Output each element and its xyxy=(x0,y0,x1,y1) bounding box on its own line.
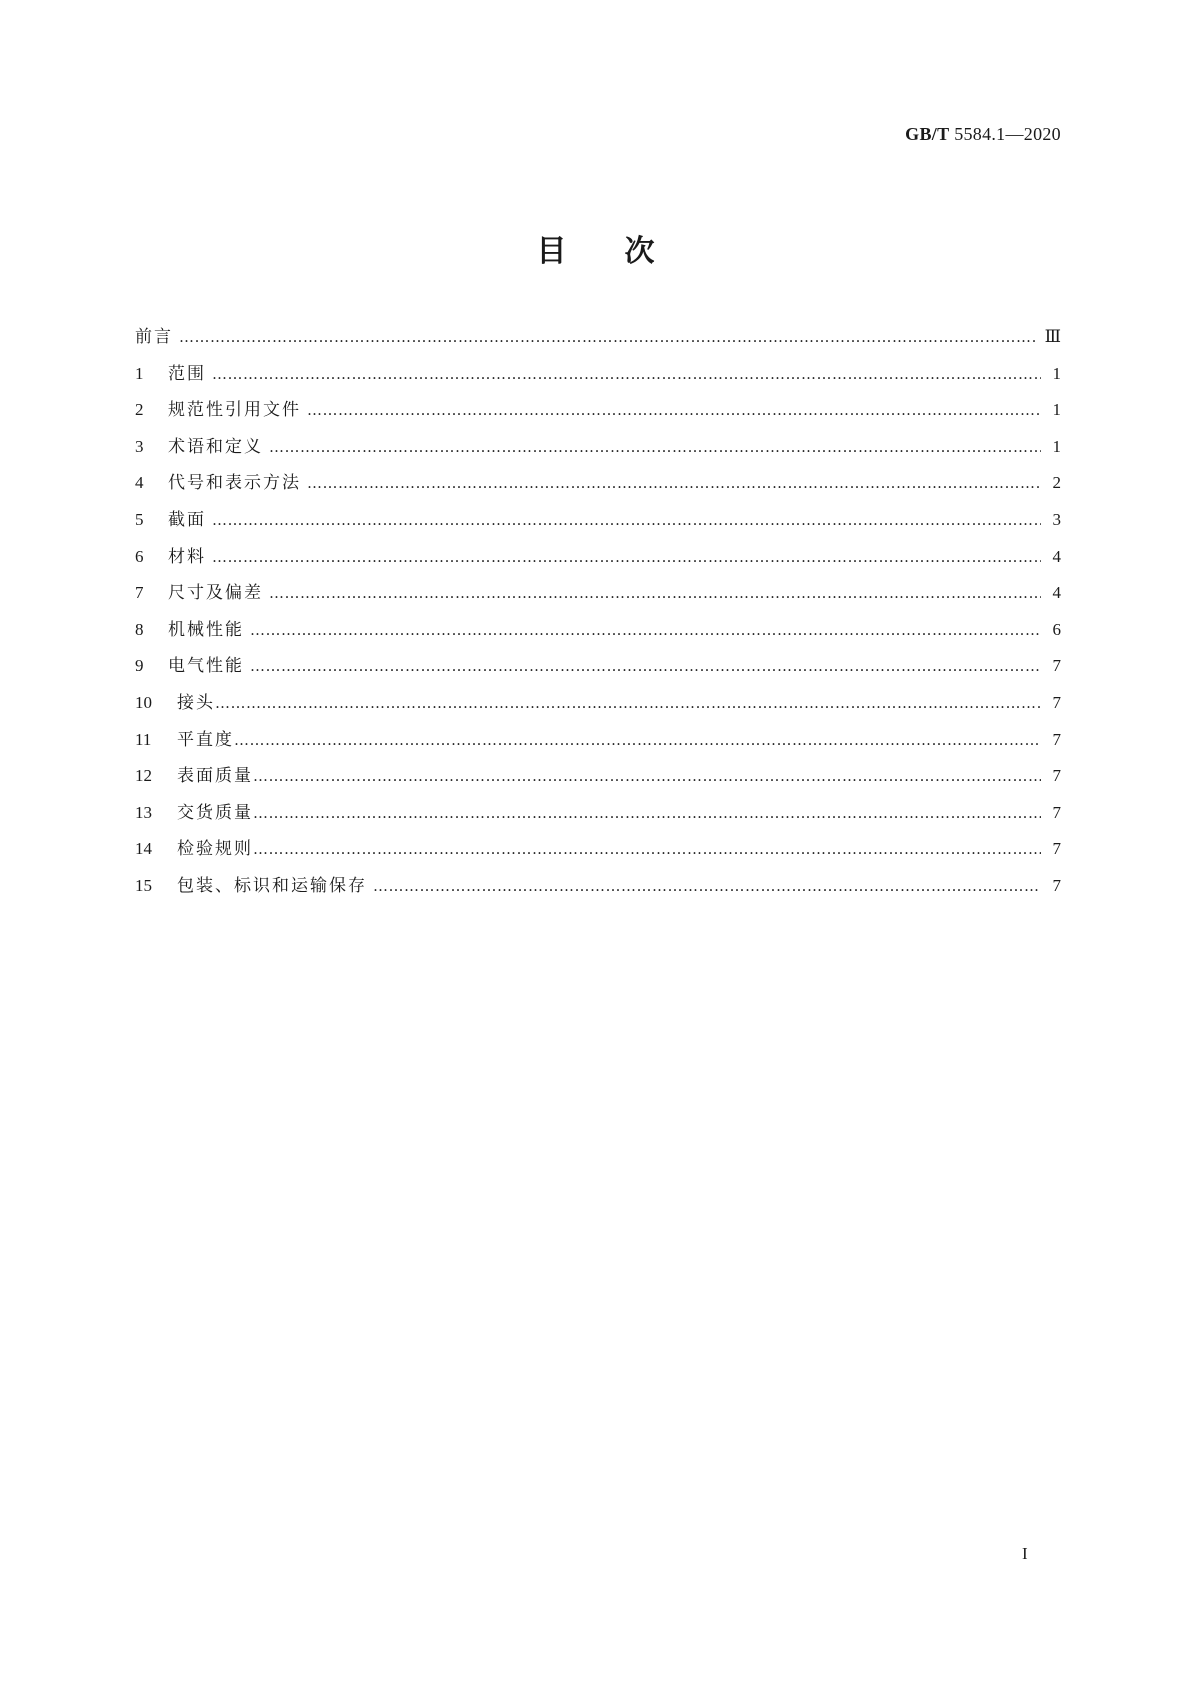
page-title: 目次 xyxy=(536,234,713,269)
toc-entry-13[interactable] xyxy=(135,802,1061,839)
toc-entry-label: 规范性引用文件 xyxy=(168,400,301,421)
table-of-contents xyxy=(135,326,1061,912)
toc-entry-7[interactable] xyxy=(135,582,1061,619)
standard-code-number: 5584.1—2020 xyxy=(954,124,1061,144)
toc-leader-dots xyxy=(269,436,1041,458)
toc-entry-page: 1 xyxy=(1052,436,1061,456)
toc-entry-number: 5 xyxy=(135,509,144,529)
toc-entry-6[interactable] xyxy=(135,546,1061,583)
toc-entry-page: 2 xyxy=(1052,473,1061,493)
toc-leader-dots xyxy=(212,509,1041,531)
toc-entry-label: 截面 xyxy=(168,509,206,530)
toc-leader-dots xyxy=(307,399,1041,421)
toc-leader-dots xyxy=(234,729,1041,751)
toc-entry-14[interactable] xyxy=(135,838,1061,875)
toc-entry-page: 1 xyxy=(1052,363,1061,383)
toc-entry-10[interactable] xyxy=(135,692,1061,729)
toc-entry-label: 材料 xyxy=(168,546,206,567)
toc-leader-dots xyxy=(269,582,1041,604)
toc-entry-15[interactable] xyxy=(135,875,1061,912)
toc-entry-11[interactable] xyxy=(135,729,1061,766)
toc-leader-dots xyxy=(307,472,1041,494)
toc-entry-number: 13 xyxy=(135,802,152,822)
page-number: I xyxy=(1022,1544,1028,1563)
toc-leader-dots xyxy=(373,875,1041,897)
toc-entry-label: 电气性能 xyxy=(168,656,244,677)
toc-entry-4[interactable] xyxy=(135,472,1061,509)
toc-entry-page: 4 xyxy=(1052,546,1061,566)
toc-entry-number: 14 xyxy=(135,839,152,859)
toc-leader-dots xyxy=(253,838,1041,860)
toc-entry-number: 8 xyxy=(135,619,144,639)
toc-entry-page: 7 xyxy=(1052,875,1061,895)
standard-code xyxy=(905,124,1061,145)
toc-entry-label: 术语和定义 xyxy=(168,436,263,457)
toc-entry-label: 范围 xyxy=(168,363,206,384)
toc-entry-label: 包装、标识和运输保存 xyxy=(177,875,367,896)
toc-entry-label: 机械性能 xyxy=(168,619,244,640)
toc-entry-number: 10 xyxy=(135,692,152,712)
toc-entry-number: 1 xyxy=(135,363,144,383)
toc-entry-page: 7 xyxy=(1052,729,1061,749)
toc-entry-number: 6 xyxy=(135,546,144,566)
toc-entry-1[interactable] xyxy=(135,363,1061,400)
toc-entry-9[interactable] xyxy=(135,655,1061,692)
toc-entry-12[interactable] xyxy=(135,765,1061,802)
toc-entry-label: 检验规则 xyxy=(177,839,253,860)
toc-entry-number: 7 xyxy=(135,583,144,603)
toc-leader-dots xyxy=(179,326,1037,348)
toc-leader-dots xyxy=(212,363,1041,385)
toc-leader-dots xyxy=(253,765,1041,787)
toc-entry-number: 9 xyxy=(135,656,144,676)
toc-leader-dots xyxy=(250,619,1041,641)
toc-entry-number: 12 xyxy=(135,766,152,786)
toc-leader-dots xyxy=(212,546,1041,568)
toc-entry-label: 平直度 xyxy=(177,729,234,750)
toc-leader-dots xyxy=(250,655,1041,677)
toc-entry-page: 7 xyxy=(1052,839,1061,859)
toc-entry-8[interactable] xyxy=(135,619,1061,656)
toc-entry-page: 3 xyxy=(1052,509,1061,529)
toc-entry-3[interactable] xyxy=(135,436,1061,473)
toc-entry-label: 尺寸及偏差 xyxy=(168,583,263,604)
toc-entry-page: 7 xyxy=(1052,802,1061,822)
toc-entry-page: 4 xyxy=(1052,583,1061,603)
toc-entry-number: 15 xyxy=(135,875,152,895)
toc-entry-page: 7 xyxy=(1052,692,1061,712)
toc-entry-label: 交货质量 xyxy=(177,802,253,823)
toc-entry-label: 前言 xyxy=(135,327,173,347)
toc-entry-5[interactable] xyxy=(135,509,1061,546)
toc-leader-dots xyxy=(253,802,1041,824)
toc-entry-page: 6 xyxy=(1052,619,1061,639)
toc-entry-number: 4 xyxy=(135,473,144,493)
toc-entry-foreword[interactable] xyxy=(135,326,1061,363)
toc-entry-2[interactable] xyxy=(135,399,1061,436)
toc-entry-page: 1 xyxy=(1052,400,1061,420)
toc-entry-number: 11 xyxy=(135,729,152,749)
toc-entry-page: 7 xyxy=(1052,656,1061,676)
standard-code-prefix: GB/T xyxy=(905,124,950,144)
toc-entry-page: 7 xyxy=(1052,766,1061,786)
toc-entry-number: 2 xyxy=(135,400,144,420)
toc-entry-page: Ⅲ xyxy=(1044,327,1061,346)
toc-entry-label: 代号和表示方法 xyxy=(168,473,301,494)
toc-entry-label: 接头 xyxy=(177,692,215,713)
toc-leader-dots xyxy=(215,692,1041,714)
toc-entry-label: 表面质量 xyxy=(177,766,253,787)
toc-entry-number: 3 xyxy=(135,436,144,456)
